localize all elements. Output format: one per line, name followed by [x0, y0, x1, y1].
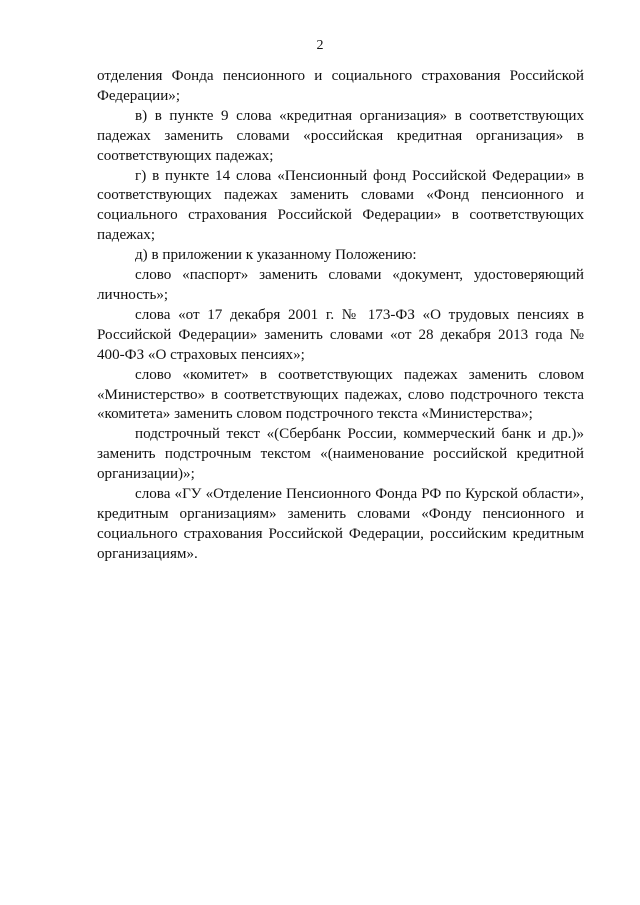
paragraph-item-g: г) в пункте 14 слова «Пенсионный фонд Российской Федерации» в соответствующих падежах заменить словами «Фонд пенсионного и социального страхования Российской Федерации» в соответствующих падежах; — [97, 167, 584, 244]
document-body — [97, 67, 584, 565]
paragraph-committee: слово «комитет» в соответствующих падежах заменить словом «Министерство» в соответствующих падежах, слово подстрочного текста «комитета» заменить словом подстрочного текста «Министерства»; — [97, 366, 584, 423]
paragraph-passport: слово «паспорт» заменить словами «документ, удостоверяющий личность»; — [97, 267, 584, 303]
paragraph-gu-office: слова «ГУ «Отделение Пенсионного Фонда РФ по Курской области», кредитным организациям» заменить словами «Фонду пенсионного и социального страхования Российской Федерации, российским кредитным организациям». — [97, 486, 584, 562]
paragraph-item-v: в) в пункте 9 слова «кредитная организация» в соответствующих падежах заменить словами «российская кредитная организация» в соответствующих падежах; — [97, 107, 584, 164]
paragraph-law-reference: слова «от 17 декабря 2001 г. № 173-ФЗ «О трудовых пенсиях в Российской Федерации» заменить словами «от 28 декабря 2013 года № 400-ФЗ «О страховых пенсиях»; — [97, 306, 584, 363]
paragraph-item-d: д) в приложении к указанному Положению: — [135, 247, 417, 264]
paragraph-continuation: отделения Фонда пенсионного и социального страхования Российской Федерации»; — [97, 68, 584, 104]
page-number: 2 — [316, 38, 324, 53]
paragraph-subscript-text: подстрочный текст «(Сбербанк России, коммерческий банк и др.)» заменить подстрочным текстом «(наименование российской кредитной организации)»; — [97, 426, 584, 483]
